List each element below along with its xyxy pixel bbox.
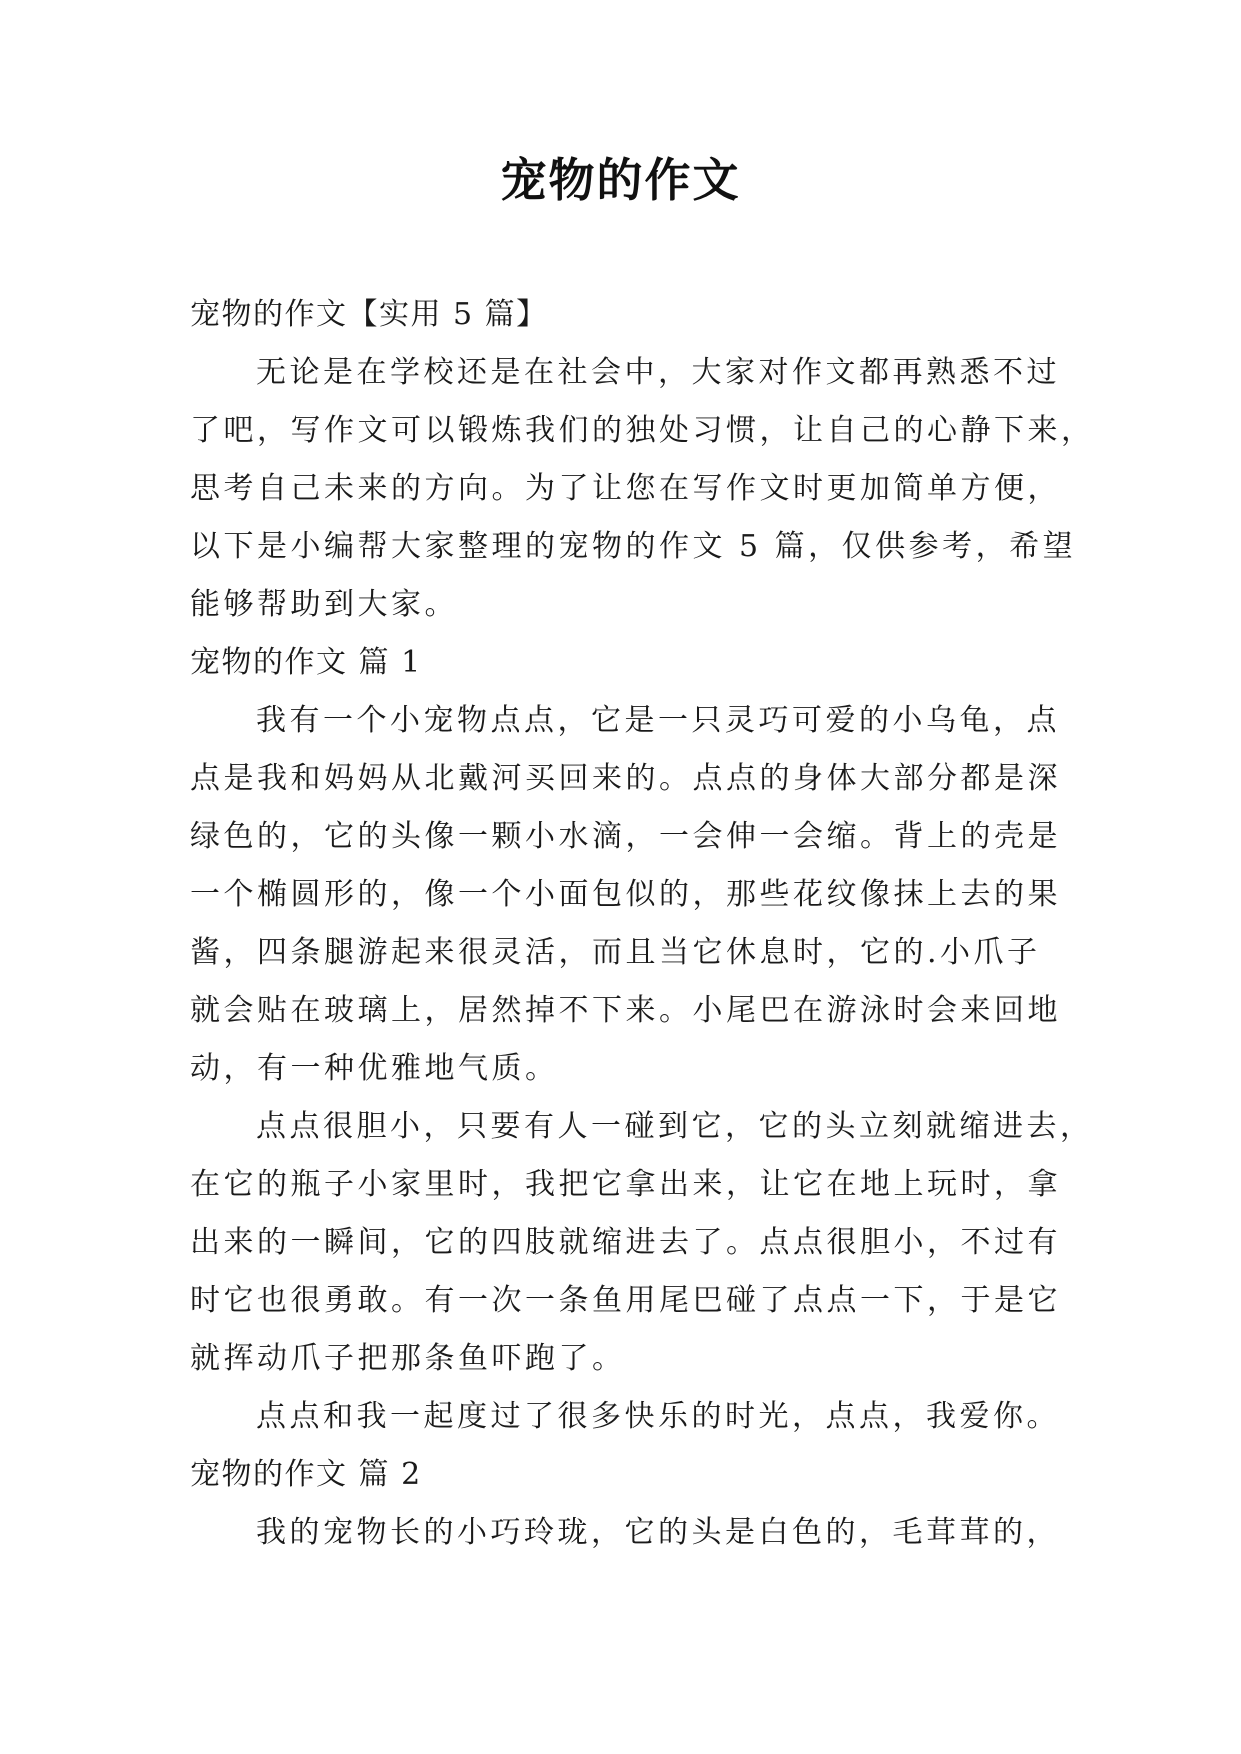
text-line: 能够帮助到大家。 [190,587,458,622]
text-line: 了吧，写作文可以锻炼我们的独处习惯，让自己的心静下来， [190,413,1095,448]
text-line: 动，有一种优雅地气质。 [190,1051,559,1086]
section-heading: 宠物的作文 篇 1 [190,645,422,680]
text-line: 时它也很勇敢。有一次一条鱼用尾巴碰了点点一下，于是它 [190,1283,1061,1318]
text-line: 思考自己未来的方向。为了让您在写作文时更加简单方便， [190,471,1061,506]
text-line: 在它的瓶子小家里时，我把它拿出来，让它在地上玩时，拿 [190,1167,1061,1202]
text-line: 点点和我一起度过了很多快乐的时光，点点，我爱你。 [256,1399,1060,1434]
text-line: 酱，四条腿游起来很灵活，而且当它休息时，它的.小爪子 [190,935,1041,970]
text-line: 就挥动爪子把那条鱼吓跑了。 [190,1341,626,1376]
text-line: 我的宠物长的小巧玲珑，它的头是白色的，毛茸茸的， [256,1515,1060,1550]
text-line: 我有一个小宠物点点，它是一只灵巧可爱的小乌龟，点 [256,703,1060,738]
text-line: 一个椭圆形的，像一个小面包似的，那些花纹像抹上去的果 [190,877,1061,912]
text-line: 点是我和妈妈从北戴河买回来的。点点的身体大部分都是深 [190,761,1061,796]
section-heading: 宠物的作文 篇 2 [190,1457,422,1492]
text-line: 无论是在学校还是在社会中，大家对作文都再熟悉不过 [256,355,1060,390]
document-title: 宠物的作文 [500,153,741,207]
text-line: 就会贴在玻璃上，居然掉不下来。小尾巴在游泳时会来回地 [190,993,1061,1028]
section-heading: 宠物的作文【实用 5 篇】 [190,297,548,332]
text-line: 以下是小编帮大家整理的宠物的作文 5 篇，仅供参考，希望 [190,529,1077,564]
text-line: 点点很胆小，只要有人一碰到它，它的头立刻就缩进去， [256,1109,1094,1144]
text-line: 绿色的，它的头像一颗小水滴，一会伸一会缩。背上的壳是 [190,819,1061,854]
document-body [190,286,1095,1562]
text-line: 出来的一瞬间，它的四肢就缩进去了。点点很胆小，不过有 [190,1225,1061,1260]
